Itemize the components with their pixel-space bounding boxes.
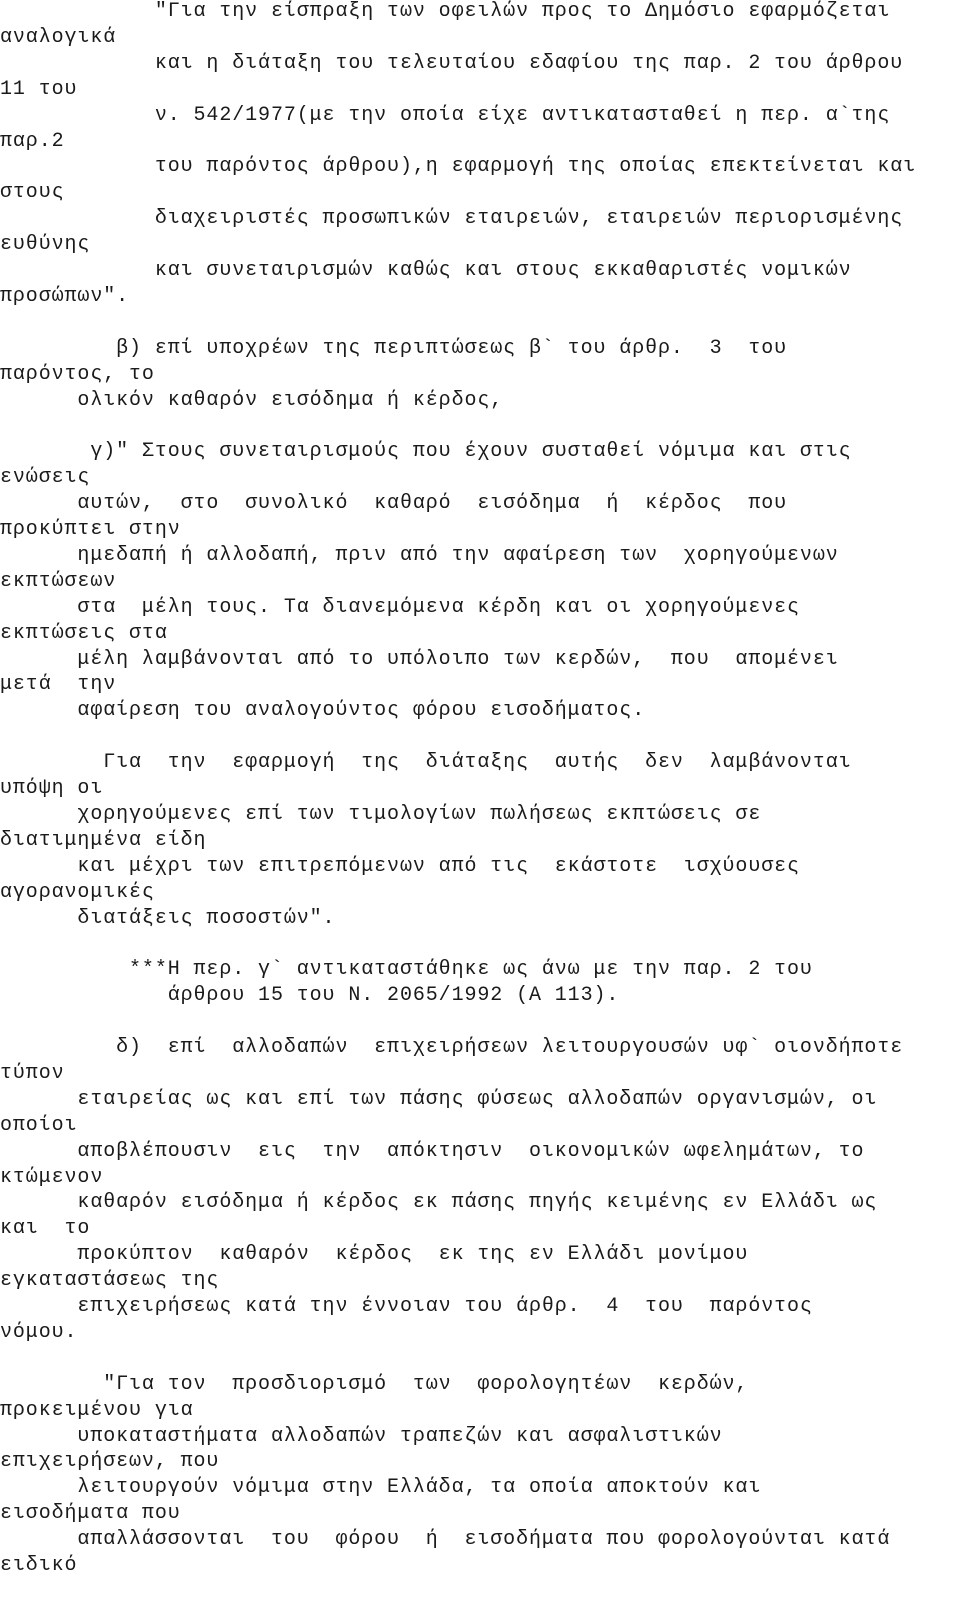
- text-line: εταιρείας ως και επί των πάσης φύσεως αλλοδαπών οργανισμών, οι: [0, 1087, 878, 1111]
- text-line: αποβλέπουσιν εις την απόκτησιν οικονομικών ωφελημάτων, το: [0, 1139, 865, 1163]
- text-line: οποίοι: [0, 1113, 78, 1137]
- text-line: εγκαταστάσεως της: [0, 1269, 220, 1293]
- text-line: αφαίρεση του αναλογούντος φόρου εισοδήματος.: [0, 699, 646, 723]
- text-line: Για την εφαρμογή της διάταξης αυτής δεν λαμβάνονται: [0, 751, 852, 775]
- text-line: καθαρόν εισόδημα ή κέρδος εκ πάσης πηγής κειμένης εν Ελλάδι ως: [0, 1191, 878, 1215]
- text-line: και η διάταξη του τελευταίου εδαφίου της παρ. 2 του άρθρου: [0, 51, 904, 75]
- text-line: επιχειρήσεων, που: [0, 1450, 220, 1474]
- text-line: αναλογικά: [0, 25, 117, 49]
- text-line: νόμου.: [0, 1320, 78, 1344]
- text-line: παρ.2: [0, 129, 65, 153]
- text-line: β) επί υποχρέων της περιπτώσεως β` του άρθρ. 3 του: [0, 336, 788, 360]
- text-line: "Για την είσπραξη των οφειλών προς το Δημόσιο εφαρμόζεται: [0, 0, 891, 23]
- text-line: ν. 542/1977(με την οποία είχε αντικατασταθεί η περ. α`της: [0, 103, 891, 127]
- text-line: ευθύνης: [0, 233, 91, 257]
- text-line: λειτουργούν νόμιμα στην Ελλάδα, τα οποία αποκτούν και: [0, 1476, 762, 1500]
- text-line: υπόψη οι: [0, 777, 104, 800]
- text-line: τύπον: [0, 1061, 65, 1085]
- text-line: στα μέλη τους. Τα διανεμόμενα κέρδη και οι χορηγούμενες: [0, 595, 800, 619]
- text-line: ενώσεις: [0, 466, 91, 490]
- text-line: παρόντος, το: [0, 362, 155, 386]
- text-line: εκπτώσεις στα: [0, 621, 168, 645]
- text-line: και συνεταιρισμών καθώς και στους εκκαθαριστές νομικών: [0, 259, 852, 282]
- text-line: ολικόν καθαρόν εισόδημα ή κέρδος,: [0, 388, 504, 412]
- text-line: μέλη λαμβάνονται από το υπόλοιπο των κερδών, που απομένει: [0, 647, 839, 671]
- text-line: αυτών, στο συνολικό καθαρό εισόδημα ή κέρδος που: [0, 492, 788, 516]
- text-line: 11 του: [0, 77, 78, 101]
- text-line: διατιμημένα είδη: [0, 828, 207, 852]
- text-line: και το: [0, 1217, 91, 1241]
- text-line: υποκαταστήματα αλλοδαπών τραπεζών και ασφαλιστικών: [0, 1424, 723, 1448]
- text-line: διατάξεις ποσοστών".: [0, 906, 336, 930]
- text-line: γ)" Στους συνεταιρισμούς που έχουν συσταθεί νόμιμα και στις: [0, 440, 852, 464]
- text-line: στους: [0, 181, 65, 205]
- text-line: ***Η περ. γ` αντικαταστάθηκε ως άνω με την παρ. 2 του: [0, 958, 813, 982]
- text-line: διαχειριστές προσωπικών εταιρειών, εταιρειών περιορισμένης: [0, 207, 904, 231]
- text-line: προκύπτον καθαρόν κέρδος εκ της εν Ελλάδι μονίμου: [0, 1243, 749, 1267]
- text-line: δ) επί αλλοδαπών επιχειρήσεων λειτουργουσών υφ` οιονδήποτε: [0, 1036, 904, 1059]
- text-line: κτώμενον: [0, 1165, 104, 1189]
- text-line: χορηγούμενες επί των τιμολογίων πωλήσεως εκπτώσεις σε: [0, 802, 762, 826]
- text-line: του παρόντος άρθρου),η εφαρμογή της οποίας επεκτείνεται και: [0, 155, 917, 179]
- text-line: εισοδήματα που: [0, 1502, 181, 1526]
- text-line: αγορανομικές: [0, 880, 155, 904]
- text-line: εκπτώσεων: [0, 569, 117, 593]
- text-line: ειδικό: [0, 1554, 78, 1577]
- text-line: "Για τον προσδιορισμό των φορολογητέων κερδών,: [0, 1372, 749, 1396]
- text-line: μετά την: [0, 673, 117, 697]
- text-line: προκύπτει στην: [0, 518, 181, 541]
- text-line: προκειμένου για: [0, 1398, 194, 1422]
- text-line: και μέχρι των επιτρεπόμενων από τις εκάστοτε ισχύουσες: [0, 854, 800, 878]
- text-line: απαλλάσσονται του φόρου ή εισοδήματα που φορολογούνται κατά: [0, 1528, 891, 1552]
- text-line: ημεδαπή ή αλλοδαπή, πριν από την αφαίρεση των χορηγούμενων: [0, 543, 839, 567]
- text-line: προσώπων".: [0, 284, 130, 308]
- text-line: επιχειρήσεως κατά την έννοιαν του άρθρ. 4 του παρόντος: [0, 1295, 813, 1318]
- text-line: άρθρου 15 του Ν. 2065/1992 (Α 113).: [0, 984, 620, 1008]
